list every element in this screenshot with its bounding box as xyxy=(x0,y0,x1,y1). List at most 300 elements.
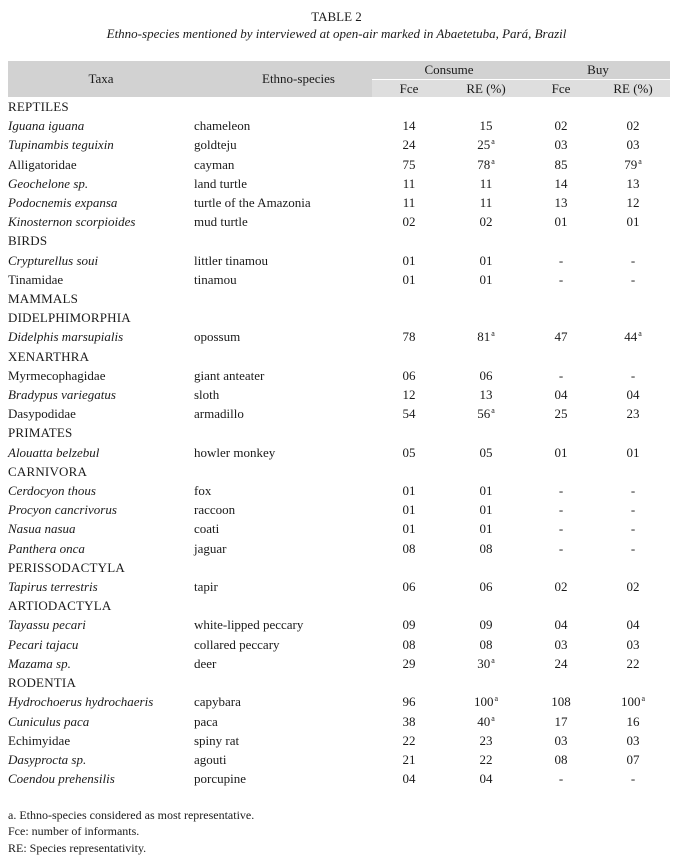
ethno-species-cell-value: white-lipped peccary xyxy=(194,617,304,633)
taxa-cell-value: Pecari tajacu xyxy=(8,636,79,652)
buy-re-cell xyxy=(596,615,670,634)
buy-fce-cell xyxy=(526,385,596,404)
consume-fce-cell-value: 06 xyxy=(402,579,416,595)
table-row xyxy=(8,577,670,596)
consume-fce-cell-value: 38 xyxy=(402,713,416,729)
consume-re-cell-value: 09 xyxy=(479,617,493,633)
buy-re-cell-value: 03 xyxy=(626,636,640,652)
buy-re-cell xyxy=(596,539,670,558)
buy-re-cell-value: - xyxy=(630,271,636,287)
ethno-species-cell-value: tinamou xyxy=(194,271,237,287)
group-label: MAMMALS xyxy=(8,291,79,307)
ethno-species-cell-value: littler tinamou xyxy=(194,252,269,268)
ethno-species-cell xyxy=(194,135,372,154)
consume-re-cell-value: 13 xyxy=(479,387,493,403)
footnote-marker: a xyxy=(494,694,499,704)
consume-fce-cell xyxy=(372,174,446,193)
taxa-cell-value: Tapirus terrestris xyxy=(8,579,98,595)
taxa-cell-value: Myrmecophagidae xyxy=(8,367,106,383)
consume-re-cell xyxy=(446,155,526,174)
ethno-species-cell xyxy=(194,577,372,596)
buy-fce-cell-value: 25 xyxy=(554,406,568,422)
footnote-a: a. Ethno-species considered as most representative. xyxy=(8,808,255,822)
buy-fce-cell-value: 13 xyxy=(554,195,568,211)
buy-re-cell-value: 02 xyxy=(626,579,640,595)
taxa-cell xyxy=(8,327,194,346)
buy-re-cell-value: - xyxy=(630,483,636,499)
table-row xyxy=(8,539,670,558)
buy-fce-cell-value: - xyxy=(558,252,564,268)
consume-fce-cell-value: 96 xyxy=(402,694,416,710)
taxa-cell xyxy=(8,116,194,135)
ethno-species-cell xyxy=(194,712,372,731)
taxa-cell xyxy=(8,750,194,769)
taxa-cell-value: Cuniculus paca xyxy=(8,713,90,729)
consume-re-cell xyxy=(446,519,526,538)
ethno-species-cell-value: collared peccary xyxy=(194,636,280,652)
ethno-species-cell xyxy=(194,750,372,769)
buy-re-cell xyxy=(596,327,670,346)
consume-re-cell-value: 40 xyxy=(477,713,491,729)
consume-re-cell xyxy=(446,712,526,731)
buy-fce-cell xyxy=(526,212,596,231)
buy-re-cell xyxy=(596,251,670,270)
consume-re-cell xyxy=(446,366,526,385)
table-row xyxy=(8,500,670,519)
taxa-cell xyxy=(8,174,194,193)
consume-re-cell xyxy=(446,135,526,154)
ethno-species-cell-value: raccoon xyxy=(194,502,236,518)
buy-fce-cell xyxy=(526,327,596,346)
group-label: DIDELPHIMORPHIA xyxy=(8,310,131,326)
consume-fce-cell xyxy=(372,692,446,711)
ethno-species-cell xyxy=(194,404,372,423)
ethno-species-cell xyxy=(194,385,372,404)
table-row xyxy=(8,327,670,346)
taxa-cell-value: Tinamidae xyxy=(8,271,64,287)
ethno-species-cell-value: giant anteater xyxy=(194,367,265,383)
buy-fce-cell xyxy=(526,481,596,500)
group-label: BIRDS xyxy=(8,233,48,249)
taxa-cell-value: Alligatoridae xyxy=(8,156,77,172)
buy-fce-cell-value: 24 xyxy=(554,655,568,671)
group-row xyxy=(8,673,670,692)
buy-re-cell xyxy=(596,577,670,596)
ethno-species-cell xyxy=(194,443,372,462)
ethno-species-cell-value: chameleon xyxy=(194,118,251,134)
ethno-species-cell-value: land turtle xyxy=(194,175,248,191)
buy-fce-cell-value: 85 xyxy=(554,156,568,172)
table-caption: Ethno-species mentioned by interviewed at open-air marked in Abaetetuba, Pará, Brazil xyxy=(106,26,567,41)
ethno-species-cell xyxy=(194,692,372,711)
taxa-cell-value: Podocnemis expansa xyxy=(8,195,118,211)
buy-re-cell-value: - xyxy=(630,367,636,383)
consume-re-cell xyxy=(446,731,526,750)
buy-fce-cell-value: 03 xyxy=(554,137,568,153)
buy-fce-cell-value: - xyxy=(558,521,564,537)
buy-fce-cell xyxy=(526,712,596,731)
group-row xyxy=(8,308,670,327)
ethno-species-cell-value: spiny rat xyxy=(194,732,240,748)
taxa-cell-value: Geochelone sp. xyxy=(8,175,89,191)
table-row xyxy=(8,366,670,385)
buy-re-cell xyxy=(596,366,670,385)
consume-fce-cell-value: 54 xyxy=(402,406,416,422)
table-row xyxy=(8,654,670,673)
group-row xyxy=(8,596,670,615)
consume-re-cell xyxy=(446,577,526,596)
buy-re-cell-value: 04 xyxy=(626,387,640,403)
table-row xyxy=(8,116,670,135)
ethno-species-cell-value: goldteju xyxy=(194,137,237,153)
taxa-cell-value: Coendou prehensilis xyxy=(8,771,115,787)
ethno-species-cell xyxy=(194,769,372,788)
buy-fce-cell-value: 108 xyxy=(551,694,571,710)
buy-re-cell-value: 03 xyxy=(626,732,640,748)
taxa-cell xyxy=(8,519,194,538)
buy-fce-cell xyxy=(526,443,596,462)
taxa-cell xyxy=(8,692,194,711)
ethno-species-cell xyxy=(194,212,372,231)
buy-fce-cell-value: 02 xyxy=(554,118,568,134)
group-label: PRIMATES xyxy=(8,425,73,441)
ethno-species-cell-value: tapir xyxy=(194,579,218,595)
table-row xyxy=(8,270,670,289)
buy-re-cell xyxy=(596,692,670,711)
consume-fce-cell-value: 02 xyxy=(402,214,416,230)
buy-re-cell xyxy=(596,750,670,769)
buy-fce-cell-value: 01 xyxy=(554,444,568,460)
consume-re-cell xyxy=(446,500,526,519)
taxa-cell-value: Didelphis marsupialis xyxy=(8,329,124,345)
buy-fce-cell-value: 17 xyxy=(554,713,568,729)
consume-re-cell xyxy=(446,615,526,634)
taxa-cell-value: Hydrochoerus hydrochaeris xyxy=(8,694,154,710)
buy-fce-cell-value: - xyxy=(558,502,564,518)
consume-re-cell-value: 04 xyxy=(479,771,493,787)
consume-fce-cell xyxy=(372,577,446,596)
buy-fce-cell xyxy=(526,750,596,769)
taxa-cell xyxy=(8,366,194,385)
consume-re-cell xyxy=(446,174,526,193)
group-label: RODENTIA xyxy=(8,675,77,691)
ethno-species-cell xyxy=(194,615,372,634)
ethno-species-cell xyxy=(194,174,372,193)
consume-fce-cell xyxy=(372,519,446,538)
consume-re-cell xyxy=(446,270,526,289)
consume-re-cell xyxy=(446,635,526,654)
consume-re-cell-value: 01 xyxy=(479,502,493,518)
ethno-species-cell xyxy=(194,519,372,538)
buy-re-cell-value: 03 xyxy=(626,137,640,153)
buy-fce-cell xyxy=(526,116,596,135)
header-consume: Consume xyxy=(372,61,526,80)
consume-fce-cell xyxy=(372,500,446,519)
buy-re-cell-value: 23 xyxy=(626,406,640,422)
consume-re-cell-value: 23 xyxy=(479,732,493,748)
consume-fce-cell-value: 11 xyxy=(402,195,416,211)
taxa-cell-value: Dasyprocta sp. xyxy=(8,751,87,767)
buy-re-cell xyxy=(596,270,670,289)
consume-fce-cell-value: 08 xyxy=(402,540,416,556)
consume-fce-cell xyxy=(372,327,446,346)
table-row xyxy=(8,404,670,423)
ethno-species-cell-value: paca xyxy=(194,713,218,729)
buy-re-cell xyxy=(596,443,670,462)
taxa-cell xyxy=(8,270,194,289)
footnote-marker: a xyxy=(491,329,495,339)
table-row xyxy=(8,135,670,154)
table-row xyxy=(8,615,670,634)
ethno-species-cell xyxy=(194,251,372,270)
ethno-species-cell-value: porcupine xyxy=(194,771,246,787)
consume-fce-cell-value: 06 xyxy=(402,367,416,383)
header-buy-re: RE (%) xyxy=(596,80,670,98)
table-row xyxy=(8,212,670,231)
consume-fce-cell xyxy=(372,539,446,558)
taxa-cell xyxy=(8,635,194,654)
consume-fce-cell xyxy=(372,404,446,423)
taxa-cell-value: Panthera onca xyxy=(8,540,85,556)
buy-re-cell-value: 01 xyxy=(626,444,640,460)
taxa-cell xyxy=(8,654,194,673)
consume-fce-cell-value: 14 xyxy=(402,118,416,134)
header-taxa: Taxa xyxy=(8,61,194,97)
ethno-species-cell-value: coati xyxy=(194,521,220,537)
buy-fce-cell-value: 03 xyxy=(554,636,568,652)
consume-fce-cell-value: 04 xyxy=(402,771,416,787)
buy-re-cell xyxy=(596,155,670,174)
buy-re-cell xyxy=(596,519,670,538)
consume-re-cell xyxy=(446,251,526,270)
consume-fce-cell-value: 01 xyxy=(402,483,416,499)
buy-fce-cell xyxy=(526,174,596,193)
buy-re-cell-value: 22 xyxy=(626,655,640,671)
ethno-species-cell-value: capybara xyxy=(194,694,241,710)
ethno-species-cell xyxy=(194,635,372,654)
buy-re-cell-value: 16 xyxy=(626,713,640,729)
buy-fce-cell xyxy=(526,539,596,558)
table-title: TABLE 2 xyxy=(311,9,362,24)
taxa-cell xyxy=(8,251,194,270)
buy-fce-cell xyxy=(526,155,596,174)
table-row xyxy=(8,443,670,462)
consume-re-cell-value: 22 xyxy=(479,751,493,767)
consume-fce-cell-value: 05 xyxy=(402,444,416,460)
header-consume-re: RE (%) xyxy=(446,80,526,98)
buy-re-cell xyxy=(596,404,670,423)
consume-re-cell xyxy=(446,193,526,212)
footnote-marker: a xyxy=(641,694,646,704)
buy-fce-cell xyxy=(526,731,596,750)
buy-fce-cell xyxy=(526,193,596,212)
consume-re-cell xyxy=(446,539,526,558)
buy-fce-cell xyxy=(526,692,596,711)
consume-fce-cell xyxy=(372,615,446,634)
ethno-species-cell xyxy=(194,155,372,174)
group-row xyxy=(8,462,670,481)
consume-fce-cell xyxy=(372,193,446,212)
buy-fce-cell xyxy=(526,270,596,289)
taxa-cell xyxy=(8,404,194,423)
taxa-cell-value: Procyon cancrivorus xyxy=(8,502,117,518)
buy-re-cell xyxy=(596,731,670,750)
buy-fce-cell-value: - xyxy=(558,540,564,556)
consume-fce-cell xyxy=(372,155,446,174)
buy-fce-cell-value: 47 xyxy=(554,329,568,345)
ethno-species-cell-value: deer xyxy=(194,655,217,671)
consume-fce-cell xyxy=(372,654,446,673)
consume-fce-cell-value: 09 xyxy=(402,617,416,633)
table-row xyxy=(8,193,670,212)
consume-fce-cell xyxy=(372,366,446,385)
consume-re-cell xyxy=(446,750,526,769)
footnote-marker: a xyxy=(491,655,495,665)
taxa-cell-value: Dasypodidae xyxy=(8,406,76,422)
buy-re-cell xyxy=(596,712,670,731)
consume-re-cell-value: 01 xyxy=(479,252,493,268)
consume-re-cell xyxy=(446,404,526,423)
table-row xyxy=(8,385,670,404)
ethno-species-cell-value: armadillo xyxy=(194,406,244,422)
table-row xyxy=(8,174,670,193)
consume-re-cell-value: 01 xyxy=(479,271,493,287)
buy-re-cell-value: 100 xyxy=(620,694,641,710)
ethno-species-cell-value: mud turtle xyxy=(194,214,248,230)
buy-fce-cell xyxy=(526,404,596,423)
consume-fce-cell-value: 01 xyxy=(402,521,416,537)
table-row xyxy=(8,481,670,500)
ethno-species-cell-value: cayman xyxy=(194,156,235,172)
consume-fce-cell-value: 22 xyxy=(402,732,416,748)
buy-fce-cell-value: 04 xyxy=(554,387,568,403)
consume-re-cell xyxy=(446,769,526,788)
buy-fce-cell-value: - xyxy=(558,483,564,499)
consume-re-cell-value: 01 xyxy=(479,521,493,537)
taxa-cell xyxy=(8,712,194,731)
taxa-cell-value: Bradypus variegatus xyxy=(8,387,116,403)
consume-fce-cell xyxy=(372,443,446,462)
buy-re-cell xyxy=(596,174,670,193)
consume-fce-cell xyxy=(372,635,446,654)
consume-re-cell xyxy=(446,385,526,404)
taxa-cell xyxy=(8,615,194,634)
ethno-species-cell xyxy=(194,270,372,289)
consume-fce-cell-value: 29 xyxy=(402,655,416,671)
buy-re-cell-value: - xyxy=(630,502,636,518)
consume-fce-cell xyxy=(372,481,446,500)
buy-fce-cell xyxy=(526,654,596,673)
taxa-cell-value: Echimyidae xyxy=(8,732,71,748)
consume-re-cell-value: 81 xyxy=(477,329,491,345)
group-label: PERISSODACTYLA xyxy=(8,559,125,575)
consume-re-cell xyxy=(446,443,526,462)
header-consume-fce: Fce xyxy=(372,80,446,98)
taxa-cell xyxy=(8,385,194,404)
consume-fce-cell xyxy=(372,750,446,769)
ethno-species-cell-value: jaguar xyxy=(194,540,227,556)
buy-fce-cell-value: - xyxy=(558,271,564,287)
taxa-cell-value: Tayassu pecari xyxy=(8,617,86,633)
ethno-species-cell xyxy=(194,654,372,673)
taxa-cell xyxy=(8,155,194,174)
taxa-cell-value: Iguana iguana xyxy=(8,118,85,134)
buy-re-cell-value: 04 xyxy=(626,617,640,633)
buy-fce-cell xyxy=(526,577,596,596)
taxa-cell-value: Tupinambis teguixin xyxy=(8,137,114,153)
buy-fce-cell-value: - xyxy=(558,771,564,787)
group-label: ARTIODACTYLA xyxy=(8,598,112,614)
buy-re-cell xyxy=(596,193,670,212)
table-row xyxy=(8,251,670,270)
ethno-species-cell-value: fox xyxy=(194,483,212,499)
buy-fce-cell xyxy=(526,500,596,519)
consume-re-cell-value: 15 xyxy=(479,118,493,134)
consume-fce-cell xyxy=(372,116,446,135)
buy-re-cell xyxy=(596,116,670,135)
consume-fce-cell-value: 01 xyxy=(402,502,416,518)
consume-re-cell xyxy=(446,692,526,711)
consume-fce-cell xyxy=(372,270,446,289)
buy-fce-cell-value: - xyxy=(558,367,564,383)
ethno-species-cell xyxy=(194,366,372,385)
consume-fce-cell-value: 01 xyxy=(402,252,416,268)
buy-fce-cell-value: 08 xyxy=(554,751,568,767)
buy-re-cell xyxy=(596,500,670,519)
consume-re-cell-value: 05 xyxy=(479,444,493,460)
taxa-cell-value: Nasua nasua xyxy=(8,521,76,537)
consume-re-cell-value: 30 xyxy=(477,655,491,671)
buy-re-cell xyxy=(596,654,670,673)
consume-re-cell-value: 08 xyxy=(479,540,493,556)
footnote-marker: a xyxy=(491,406,495,416)
taxa-cell-value: Crypturellus soui xyxy=(8,252,99,268)
table-row xyxy=(8,692,670,711)
buy-re-cell-value: 01 xyxy=(626,214,640,230)
group-label: XENARTHRA xyxy=(8,348,90,364)
footnote-marker: a xyxy=(638,329,642,339)
table-row xyxy=(8,750,670,769)
footnote-marker: a xyxy=(491,713,495,723)
consume-re-cell-value: 56 xyxy=(477,406,491,422)
ethno-species-cell-value: agouti xyxy=(194,751,227,767)
taxa-cell xyxy=(8,212,194,231)
consume-re-cell xyxy=(446,212,526,231)
ethno-species-cell-value: sloth xyxy=(194,387,220,403)
ethno-species-cell xyxy=(194,193,372,212)
ethno-species-cell-value: howler monkey xyxy=(194,444,276,460)
footnote-marker: a xyxy=(491,137,495,147)
consume-re-cell-value: 06 xyxy=(479,367,493,383)
buy-re-cell xyxy=(596,769,670,788)
taxa-cell xyxy=(8,500,194,519)
consume-re-cell xyxy=(446,327,526,346)
buy-re-cell-value: 44 xyxy=(624,329,638,345)
consume-re-cell-value: 78 xyxy=(477,156,491,172)
group-row xyxy=(8,97,670,116)
buy-fce-cell xyxy=(526,366,596,385)
buy-re-cell-value: - xyxy=(630,771,636,787)
taxa-cell-value: Alouatta belzebul xyxy=(8,444,100,460)
header-buy-fce: Fce xyxy=(526,80,596,98)
consume-re-cell-value: 25 xyxy=(477,137,491,153)
buy-fce-cell xyxy=(526,615,596,634)
consume-fce-cell-value: 21 xyxy=(402,751,416,767)
table-row xyxy=(8,155,670,174)
consume-re-cell-value: 100 xyxy=(473,694,494,710)
buy-fce-cell xyxy=(526,635,596,654)
buy-re-cell xyxy=(596,481,670,500)
